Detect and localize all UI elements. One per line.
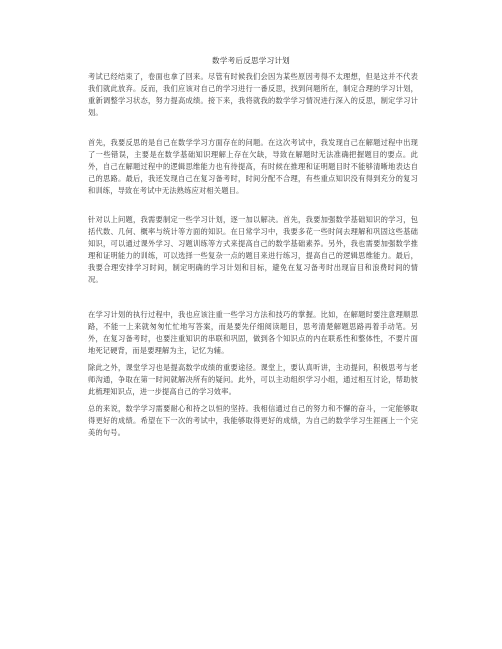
- paragraph-classroom: 除此之外，课堂学习也是提高数学成绩的重要途径。课堂上，要认真听讲，主动提问，积极思考与老师沟通，争取在第一时间就解决所有的疑问。此外，可以主动组织学习小组，通过相互讨论，帮助彼此梳理知识点，进一步提高自己的学习效率。: [88, 363, 418, 397]
- paragraph-intro: 考试已经结束了，卷面也拿了回来。尽管有时候我们会因为某些原因考得不太理想，但是这并不代表我们就此放弃。反而，我们应该对自己的学习进行一番反思，找到问题所在，制定合理的学习计划，重新调整学习状态，努力提高成绩。接下来，我将就我的数学学习情况进行深入的反思，制定学习计划。: [88, 72, 418, 118]
- paragraph-conclusion: 总的来说，数学学习需要耐心和持之以恒的坚持。我相信通过自己的努力和不懈的奋斗，一定能够取得更好的成绩。希望在下一次的考试中，我能够取得更好的成绩，为自己的数学学习生涯画上一个完美的句号。: [88, 404, 418, 438]
- paragraph-problems: 首先，我要反思的是自己在数学学习方面存在的问题。在这次考试中，我发现自己在解题过程中出现了一些错误，主要是在数学基础知识理解上存在欠缺，导致在解题时无法准确把握题目的要点。此外，自己在解题过程中的逻辑思维能力也有待提高，有时候在推理和证明题目时不能够清晰地表达自己的思路。最后，我还发现自己在复习备考时，时间分配不合理，有些重点知识没有得到充分的复习和训练，导致在考试中无法熟练应对相关题目。: [88, 138, 418, 196]
- paragraph-plan: 针对以上问题，我需要制定一些学习计划，逐一加以解决。首先，我要加强数学基础知识的学习，包括代数、几何、概率与统计等方面的知识。在日常学习中，我要多花一些时间去理解和巩固这些基础知识，可以通过课外学习、习题训练等方式来提高自己的数学基础素养。另外，我也需要加强数学推理和证明能力的训练，可以选择一些复杂一点的题目来进行练习，提高自己的逻辑思维能力。最后，我要合理安排学习时间，制定明确的学习计划和目标，避免在复习备考时出现盲目和浪费时间的情况。: [88, 215, 418, 285]
- paragraph-methods: 在学习计划的执行过程中，我也应该注重一些学习方法和技巧的掌握。比如，在解题时要注意理顺思路，不能一上来就匆匆忙忙地写答案，而是要先仔细阅读题目，思考清楚解题思路再着手动笔。另外，在复习备考时，也要注重知识的串联和巩固，做到各个知识点的内在联系性和整体性，不要片面地死记硬背，而是要理解为主，记忆为辅。: [88, 310, 418, 356]
- document-title: 数学考后反思学习计划: [212, 56, 290, 65]
